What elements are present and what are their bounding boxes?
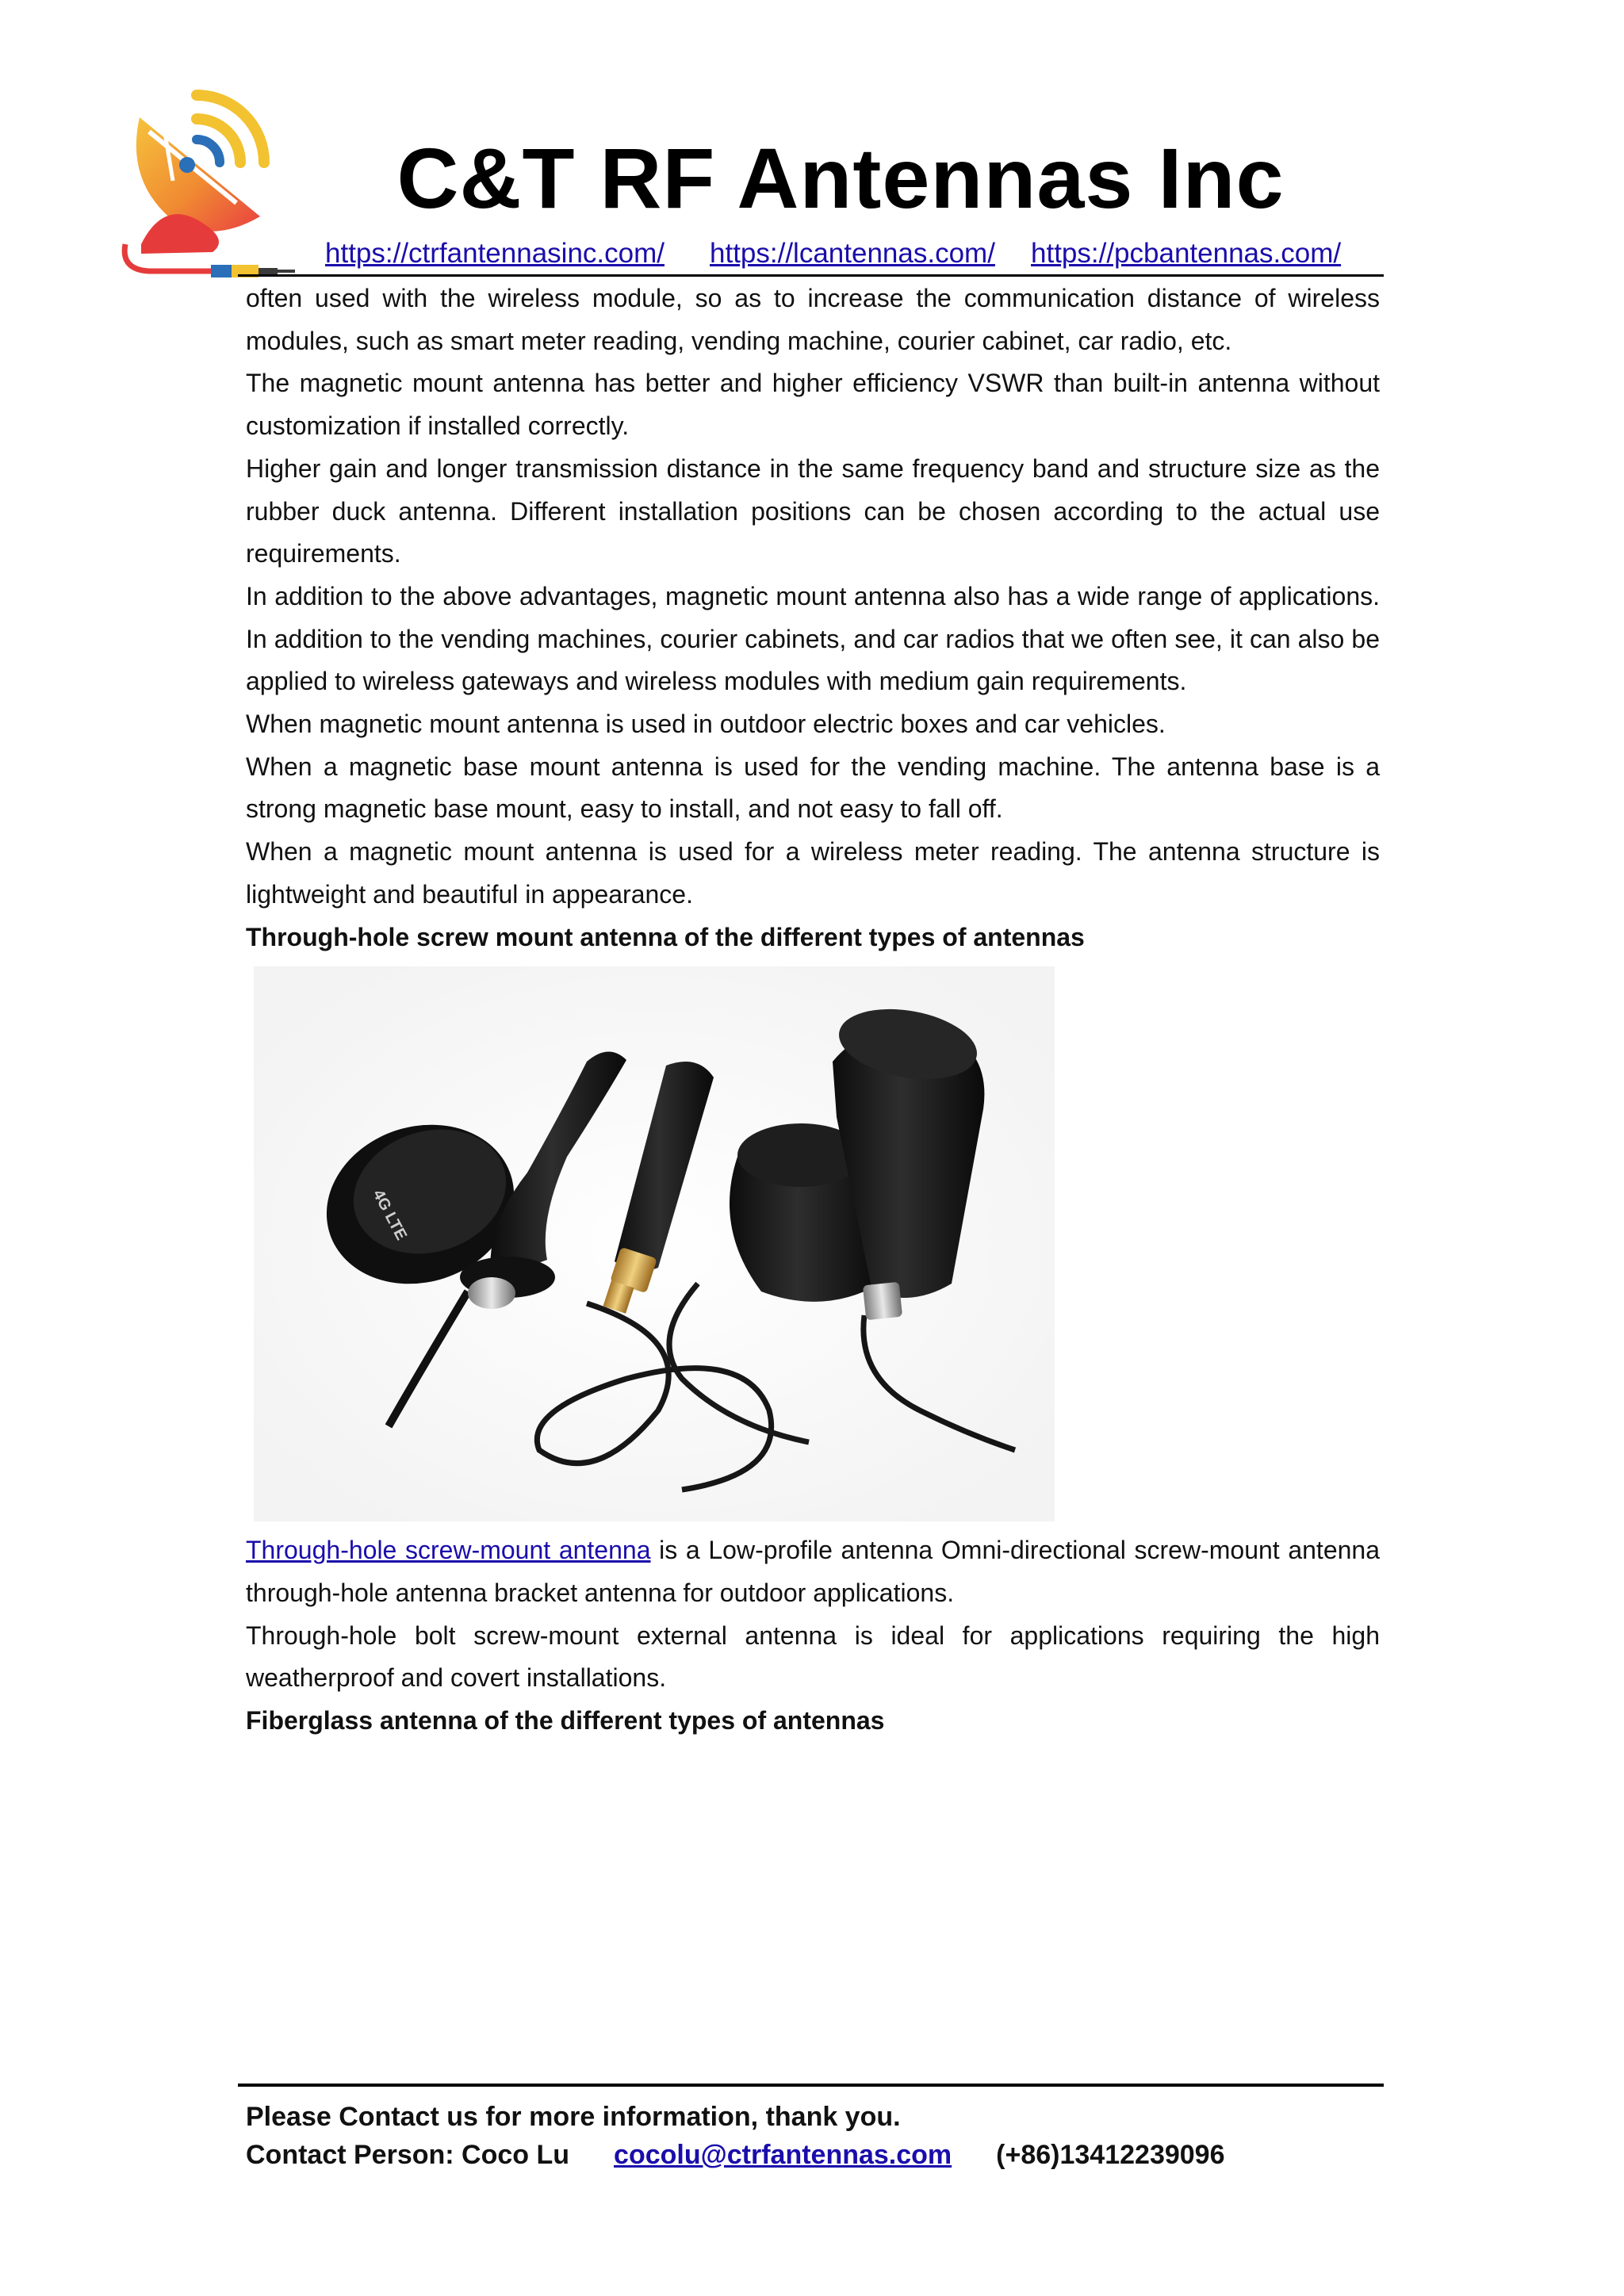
- link-lcantennas[interactable]: https://lcantennas.com/: [710, 238, 995, 269]
- paragraph: Through-hole bolt screw-mount external antenna is ideal for applications requiring the high weatherproof and covert installations.: [246, 1621, 1380, 1693]
- link-ctrfantennasinc[interactable]: https://ctrfantennasinc.com/: [325, 238, 665, 269]
- page-footer: [238, 2084, 1384, 2174]
- paragraph: The magnetic mount antenna has better and higher efficiency VSWR than built-in antenna without customization if installed correctly.: [246, 369, 1380, 441]
- footer-contact-note: Please Contact us for more information, thank you.: [246, 2102, 901, 2132]
- contact-email-link[interactable]: cocolu@ctrfantennas.com: [614, 2140, 952, 2170]
- section-heading-fiberglass: Fiberglass antenna of the different types of antennas: [246, 1706, 885, 1735]
- company-title: C&T RF Antennas Inc: [396, 130, 1285, 226]
- photo-label-4g-lte: 4G LTE: [369, 1187, 411, 1244]
- paragraph: In addition to the above advantages, magnetic mount antenna also has a wide range of applications. In addition to the vending machines, courier cabinets, and car radios that we often see, it can also be applied to wireless gateways and wireless modules with medium gain requirements.: [246, 581, 1380, 696]
- antenna-product-photo: [254, 966, 1055, 1521]
- paragraph: often used with the wireless module, so as to increase the communication distance of wireless modules, such as smart meter reading, vending machine, courier cabinet, car radio, etc.: [246, 284, 1380, 355]
- contact-person: Contact Person: Coco Lu: [246, 2140, 570, 2170]
- link-pcbantennas[interactable]: https://pcbantennas.com/: [1031, 238, 1342, 269]
- section-heading-through-hole: Through-hole screw mount antenna of the different types of antennas: [246, 922, 1085, 951]
- header-links: [238, 236, 1384, 277]
- contact-phone: (+86)13412239096: [996, 2140, 1225, 2170]
- paragraph: Higher gain and longer transmission distance in the same frequency band and structure size as the rubber duck antenna. Different installation positions can be chosen according to the actual use requirements.: [246, 453, 1380, 568]
- paragraph: When a magnetic base mount antenna is used for the vending machine. The antenna base is a strong magnetic base mount, easy to install, and not easy to fall off.: [246, 752, 1380, 824]
- footer-contact-line: [246, 2136, 1384, 2174]
- paragraph: When magnetic mount antenna is used in outdoor electric boxes and car vehicles.: [246, 710, 1166, 739]
- through-hole-description: is a Low-profile antenna Omni-directional screw-mount antenna through-hole antenna bracket antenna for outdoor applications.: [246, 1536, 1381, 1607]
- through-hole-paragraph: [246, 1529, 1380, 1614]
- through-hole-screw-mount-link[interactable]: Through-hole screw-mount antenna: [246, 1536, 651, 1565]
- document-body: [246, 277, 1380, 1743]
- paragraph: When a magnetic mount antenna is used for a wireless meter reading. The antenna structure is lightweight and beautiful in appearance.: [246, 837, 1380, 909]
